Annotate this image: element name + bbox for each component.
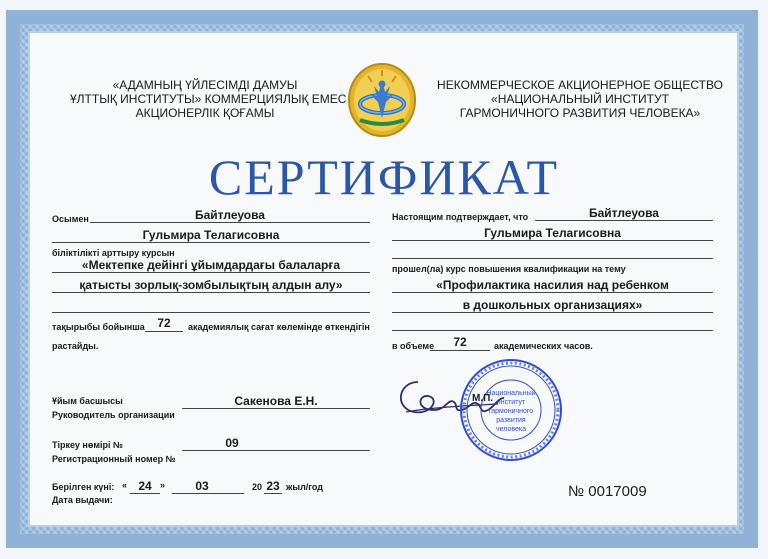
line-right-surname [535,220,713,221]
right-name: Гульмира Телагисовна [484,226,621,240]
left-topic-line2: қатысты зорлық-зомбылықтың алдын алу» [79,278,343,292]
head-label-ru: Руководитель организации [52,410,175,420]
header-kz-line3: АКЦИОНЕРЛІК ҚОҒАМЫ [135,106,275,120]
stamp-text-1: Национальный [486,390,536,397]
header-ru [430,78,730,120]
line-head-name [182,408,370,409]
date-year-suffix: 23 [266,479,280,493]
date-label-ru: Дата выдачи: [52,495,113,505]
header-ru-line2: «НАЦИОНАЛЬНЫЙ ИНСТИТУТ [491,92,669,106]
left-surname: Байтлеуова [195,208,265,222]
left-confirm: растайды. [52,341,99,351]
header-kz-line2: ҰЛТТЫҚ ИНСТИТУТЫ» КОММЕРЦИЯЛЫҚ ЕМЕС [70,92,347,106]
osymen-label: Осымен [52,214,89,224]
left-course-label: біліктілікті арттыру курсын [52,248,175,258]
right-topic-line2: в дошкольных организациях» [462,298,643,312]
reg-number: 09 [225,436,239,450]
line-left-blank [52,312,370,313]
mp-label: М.П. [472,393,494,404]
header-kz-line1: «АДАМНЫҢ ҮЙЛЕСІМДІ ДАМУЫ [112,78,298,92]
right-confirm-label: Настоящим подтверждает, что [392,212,529,222]
right-surname: Байтлеуова [589,206,659,220]
right-topic-line1: «Профилактика насилия над ребенком [436,278,669,292]
date-quote-close: » [160,480,166,490]
header-kz [70,78,347,120]
left-topic-line1: «Мектепке дейінгі ұйымдардағы балаларға [81,258,341,272]
line-right-topic1 [392,292,713,293]
right-course-label: прошел(ла) курс повышения квалификации на тему [392,264,626,274]
date-year-prefix: 20 [252,482,263,492]
serial-number: № 0017009 [568,483,647,500]
line-reg-number [182,450,370,451]
line-right-name [392,240,713,241]
date-label-kz: Берілген күні: [52,482,115,492]
left-hours-suffix: академиялық сағат көлемінде өткендігін [188,322,370,332]
head-name: Сакенова Е.Н. [234,394,318,408]
line-left-name [52,242,370,243]
date-year-label: жыл/год [286,482,324,492]
line-month [172,493,244,494]
stamp-text-5: человека [495,426,527,433]
header-ru-line1: НЕКОММЕРЧЕСКОЕ АКЦИОНЕРНОЕ ОБЩЕСТВО [437,78,723,92]
reg-label-kz: Тіркеу нөмірі № [52,440,124,450]
date-day: 24 [138,479,152,493]
left-hours-prefix: тақырыбы бойынша [52,322,145,332]
right-hours: 72 [453,335,467,349]
institute-logo-icon [346,62,418,138]
left-hours: 72 [157,316,171,330]
left-name: Гульмира Телагисовна [142,228,280,242]
certificate-title: СЕРТИФИКАТ [208,149,560,205]
stamp-text-3: гармоничного [488,408,534,415]
line-right-hours [430,350,490,351]
line-year [264,493,282,494]
stamp-text-2: институт [496,399,526,406]
right-hours-prefix: в объеме [392,341,435,351]
line-left-topic2 [52,292,370,293]
official-stamp-icon [456,355,566,465]
line-day [130,493,160,494]
stamp-text-4: развития [496,417,526,424]
line-right-blank [392,258,713,259]
line-left-surname [90,222,370,223]
reg-label-ru: Регистрационный номер № [52,454,176,464]
right-hours-suffix: академических часов. [494,341,593,351]
line-left-hours [145,331,183,332]
line-left-topic1 [52,272,370,273]
date-quote-open: « [122,480,128,490]
header-ru-line3: ГАРМОНИЧНОГО РАЗВИТИЯ ЧЕЛОВЕКА» [459,106,701,120]
date-month: 03 [195,479,209,493]
line-right-topic2 [392,312,713,313]
line-right-blank2 [392,330,713,331]
head-label-kz: Ұйым басшысы [52,396,123,406]
